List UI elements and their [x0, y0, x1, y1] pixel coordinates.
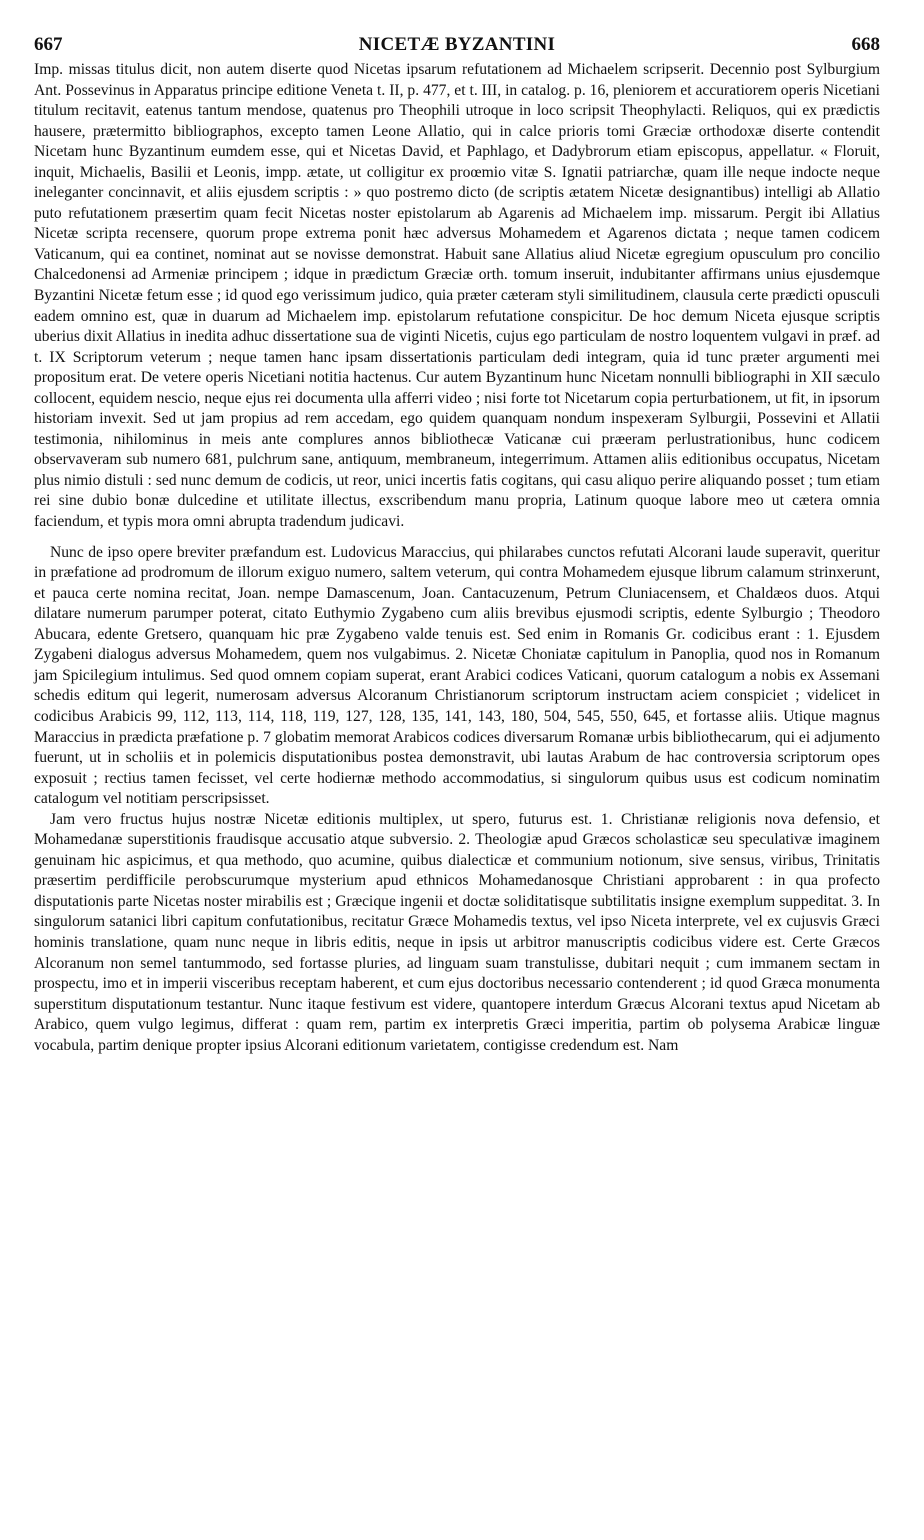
paragraph: Jam vero fructus hujus nostræ Nicetæ editionis multiplex, ut spero, futurus est. 1. Christianæ religionis nova defensio, et Mohamedanæ superstitionis fraudisque accusatio atque subversio. 2. Theologiæ apud Græcos scholasticæ seu speculativæ imaginem genuinam hic aspicimus, et qua methodo, quo acumine, quibus dialecticæ et communium notionum, sive sensus, viribus, Trinitatis præsertim perdifficile perobscurumque mysterium apud ethnicos Mohamedanosque Christiani approbarent : in qua profecto disputationis parte Nicetas noster mirabilis est ; Græcique ingenii et doctæ soliditatisque subtilitatis insigne exemplum suppeditat. 3. In singulorum satanici libri capitum confutationibus, recitatur Græce Mohamedis textus, vel ipso Niceta interprete, vel ex cujusvis Græci hominis translatione, quam nunc neque in libris editis, neque in ipsis ut arbitror manuscriptis codicibus videre est. Certe Græcos Alcoranum non semel tantummodo, sed fortasse pluries, ad linguam suam transtulisse, dubitari nequit ; cum immanem sectam in prospectu, imo et in imperii visceribus receptam haberent, et cum ejus doctoribus necessario contenderent ; id quod Græca monumenta superstitum disputationum testantur. Nunc itaque festivum est videre, quantopere interdum Græcus Alcorani textus apud Nicetam ab Arabico, quem vulgo legimus, differat : quam rem, partim ex interpretis Græci imperitia, partim ob polysema Arabicæ linguæ vocabula, partim denique propter ipsius Alcorani editionum varietatem, contigisse credendum est. Nam — [34, 810, 880, 1054]
main-text — [34, 60, 880, 1056]
running-title: NICETÆ BYZANTINI — [358, 34, 556, 55]
running-header — [34, 34, 880, 58]
left-page-number: 667 — [34, 34, 63, 55]
right-page-number: 668 — [851, 34, 880, 55]
paragraph: Nunc de ipso opere breviter præfandum est. Ludovicus Maraccius, qui philarabes cunctos refutati Alcorani laude superavit, queritur in præfatione ad prodromum de illorum exiguo numero, saltem veterum, qui contra Mohamedem ejusque librum calamum strinxerunt, et pauca certe nomina recitat, Joan. nempe Damascenum, Joan. Cantacuzenum, Petrum Cluniacensem, et Chaldæos duos. Atqui dilatare numerum parumper poterat, citato Euthymio Zygabeno cum aliis brevibus ejusmodi scriptis, edente Sylburgio ; Theodoro Abucara, edente Gretsero, quanquam hic præ Zygabeno valde tenuis est. Sed enim in Romanis Gr. codicibus erant : 1. Ejusdem Zygabeni dialogus adversus Mohamedem, quem nos vulgabimus. 2. Nicetæ Choniatæ capitulum in Panoplia, quod nos in Romanum jam Spicilegium intulimus. Sed quod omnem copiam superat, erant Arabici codices Vaticani, quorum catalogum a nobis ex Assemani schedis editum qui legerit, numerosam adversus Alcoranum Christianorum scriptorum instructam aciem conspiciet ; videlicet in codicibus Arabicis 99, 112, 113, 114, 118, 119, 127, 128, 135, 141, 143, 180, 504, 545, 550, 645, et fortasse aliis. Utique magnus Maraccius in prædicta præfatione p. 7 globatim memorat Arabicos codices diversarum Romanæ urbis bibliothecarum, qui ei adjumento fuerunt, ut in scholiis et in polemicis disputationibus postea demonstravit, ubi lautas Arabum de hac controversia scriptorum opes exposuit ; rectius tamen fecisset, vel certe hodiernæ methodo accommodatius, si singulorum quibus usus est codicum nominatim catalogum vel notitiam perscripsisset. — [34, 543, 880, 808]
paragraph: Imp. missas titulus dicit, non autem diserte quod Nicetas ipsarum refutationem ad Michaelem scripserit. Decennio post Sylburgium Ant. Possevinus in Apparatus principe editione Veneta t. II, p. 477, et t. III, in catalog. p. 16, pleniorem et accuratiorem operis Nicetiani titulum recitavit, eatenus tantum mendose, quatenus pro Theophili utroque in loco scripsit Theophylacti. Reliquos, qui ex prædictis hausere, prætermitto bibliographos, excepto tamen Leone Allatio, qui in calce prioris tomi Græciæ orthodoxæ diserte contendit Nicetam hunc Byzantinum eumdem esse, qui et Nicetas David, et Paphlago, et Dadybrorum etiam episcopus, appellatur. « Floruit, inquit, Michaelis, Basilii et Leonis, impp. ætate, ut colligitur ex proœmio vitæ S. Ignatii patriarchæ, quam ille neque indocte neque ineleganter concinnavit, et aliis ejusdem scriptis : » quo postremo dicto (de scriptis ætatem Nicetæ designantibus) intelligi ab Allatio puto refutationem præsertim quam fecit Nicetas noster epistolarum ab Agarenis ad Michaelem imp. missarum. Pergit ibi Allatius Nicetæ scripta recensere, quorum prope extrema ponit hæc adversus Mohamedem et Agarenos dictata ; neque tamen codicem Vaticanum, qui ea continet, nominat aut se novisse demonstrat. Habuit sane Allatius aliud Nicetæ egregium opusculum pro concilio Chalcedonensi ad Armeniæ principem ; idque in prædictum Græciæ orth. tomum inseruit, indubitanter affirmans unius ejusdemque Byzantini Nicetæ fetum esse ; id quod ego verissimum judico, quia præter cæteram styli similitudinem, clausula certe prædicti opusculi eadem omnino est, quæ in duarum ad Michaelem imp. epistolarum refutatione conspicitur. De hoc demum Niceta ejusque scriptis uberius dixit Allatius in inedita adhuc dissertatione sua de viginti Nicetis, cujus ego particulam de nostro loquentem vulgavi in præf. ad t. IX Scriptorum veterum ; neque tamen hanc ipsam dissertationis particulam dedi integram, quia id tunc præter argumenti mei propositum erat. De vetere operis Nicetiani notitia hactenus. Cur autem Byzantinum hunc Nicetam nonnulli bibliographi in XII sæculo collocent, equidem nescio, neque ejus rei documenta ulla afferri video ; nisi forte tot Nicetarum copia perturbationem, ut fit, in ipsorum historiam invexit. Sed ut jam propius ad rem accedam, ego quidem quanquam nondum inspexeram Sylburgii, Possevini et Allatii testimonia, nihilominus in meis ante complures annos bibliothecæ Vaticanæ cui præeram perlustrationibus, hunc codicem observaveram sub numero 681, pulchrum sane, antiquum, membraneum, integerrimum. Attamen aliis editionibus occupatus, Nicetam plus nimio distuli : sed nunc demum de codicis, ut reor, unici incertis fatis cogitans, qui casu aliquo perire aliquando posset ; tum etiam rei sine dubio bonæ dulcedine et utilitate illectus, exscribendum manu propria, Latinum quoque labore meo ut cætera omnia faciendum, et typis mora omni abrupta tradendum judicavi. — [34, 61, 880, 531]
